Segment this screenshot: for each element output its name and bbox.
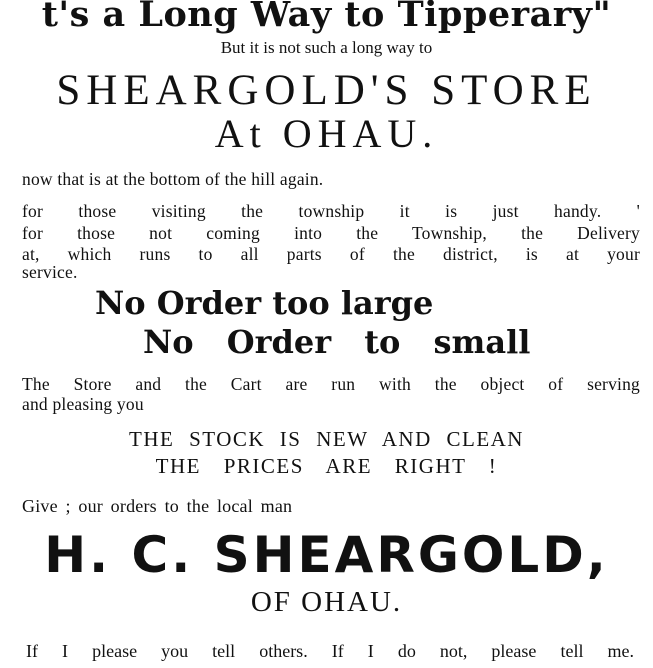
footer-line: If I please you tell others. If I do not, please tell me. xyxy=(26,641,634,661)
order-line-large: No Order too large xyxy=(95,284,434,322)
service-line: The Store and the Cart are run with the object of serving xyxy=(22,374,640,394)
body-line: service. xyxy=(22,262,78,282)
headline: t's a Long Way to Tipperary" xyxy=(41,0,612,35)
store-location: At OHAU. xyxy=(214,111,439,156)
proprietor-place: OF OHAU. xyxy=(250,586,403,618)
stock-line: THE STOCK IS NEW AND CLEAN xyxy=(129,427,524,451)
proprietor-name: H. C. SHEARGOLD, xyxy=(44,526,609,584)
body-line: now that is at the bottom of the hill again. xyxy=(22,169,324,189)
service-line: and pleasing you xyxy=(22,394,144,414)
order-line-small: No Order to small xyxy=(143,323,531,361)
prices-line: THE PRICES ARE RIGHT ! xyxy=(155,454,498,478)
body-line: for those visiting the township it is just handy. ' xyxy=(22,201,640,221)
subheadline: But it is not such a long way to xyxy=(220,38,433,57)
give-orders-line: Give ; our orders to the local man xyxy=(22,496,293,516)
store-name: SHEARGOLD'S STORE xyxy=(56,67,597,114)
body-line: at, which runs to all parts of the district, is at your xyxy=(22,244,640,264)
body-line: for those not coming into the Township, the Delivery xyxy=(22,223,640,243)
